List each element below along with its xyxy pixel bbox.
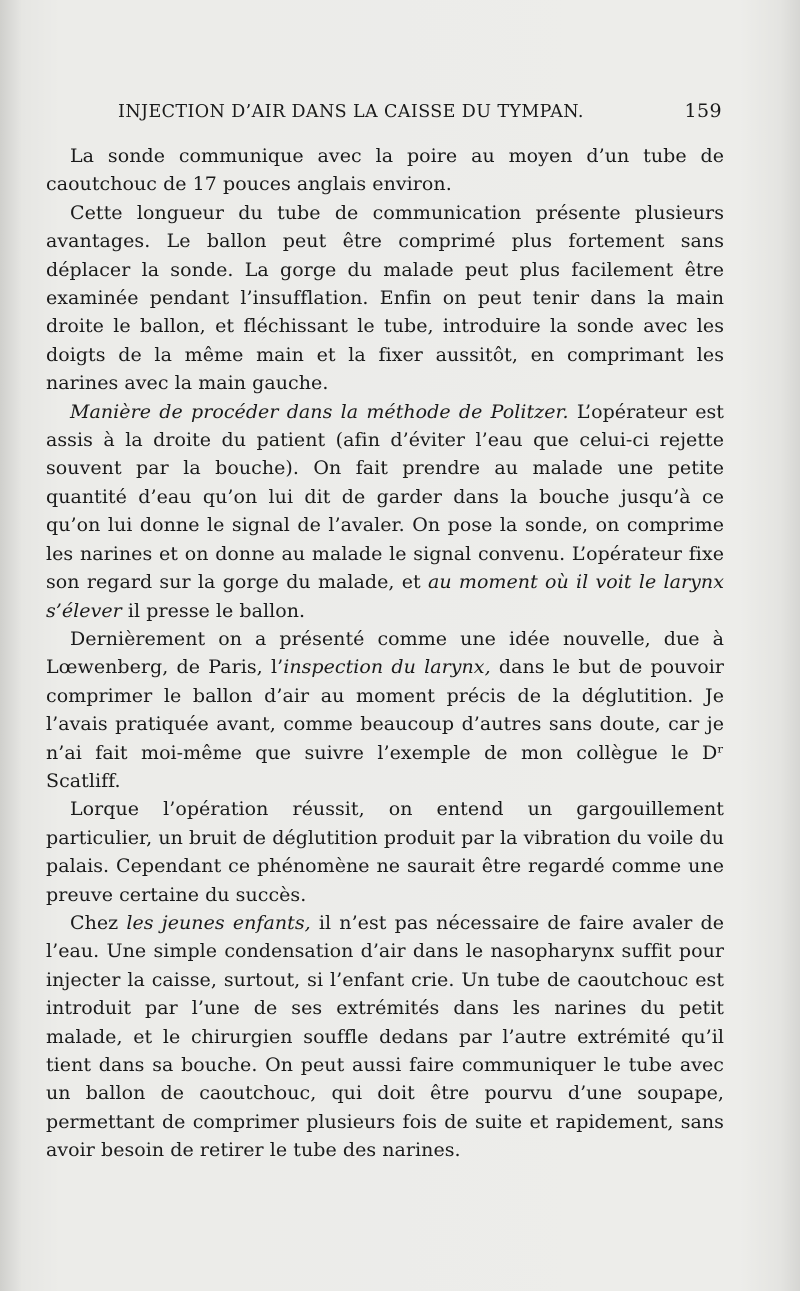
italic-phrase: inspection du larynx, xyxy=(283,656,491,679)
paragraph-4-text-a: Dernièrement on a présenté comme une idée nouvelle, due à Lœwenberg, de Paris, l’ xyxy=(46,627,724,679)
italic-heading: Manière de procéder dans la méthode de Politzer. xyxy=(70,400,569,423)
paragraph-1: La sonde communique avec la poire au moyen d’un tube de caoutchouc de 17 pouces anglais environ. xyxy=(46,145,724,196)
italic-phrase: les jeunes enfants, xyxy=(126,911,311,934)
page-number: 159 xyxy=(684,100,722,122)
page-content xyxy=(46,100,724,1165)
paragraph-6 xyxy=(46,909,724,1165)
paragraph-6-text-b: il n’est pas nécessaire de faire avaler de l’eau. Une simple condensation d’air dans le nasopharynx suffit pour injecter la caisse, surtout, si l’enfant crie. Un tube de caoutchouc est introduit par l’une de ses extrémités dans les narines du petit malade, et le chirurgien souffle dedans par l’autre extrémité qu’il tient dans sa bouche. On peut aussi faire communiquer le tube avec un ballon de caoutchouc, qui doit être pourvu d’une soupape, permettant de comprimer plusieurs fois de suite et rapidement, sans avoir besoin de retirer le tube des narines. xyxy=(46,911,724,1162)
italic-phrase: au moment où il voit le larynx s’élever xyxy=(46,571,724,622)
paragraph-6-text-a: Chez xyxy=(70,911,127,934)
running-title: INJECTION D’AIR DANS LA CAISSE DU TYMPAN. xyxy=(118,102,584,122)
paragraph-3-text-a: L’opérateur est assis à la droite du patient (afin d’éviter l’eau que celui-ci rejette souvent par la bouche). On fait prendre au malade une petite quantité d’eau qu’on lui dit de garder dans la bouche jusqu’à ce qu’on lui donne le signal de l’avaler. On pose la sonde, on comprime les narines et on donne au malade le signal convenu. L’opérateur fixe son regard sur la gorge du malade, et xyxy=(46,400,724,594)
paragraph-3 xyxy=(46,398,724,625)
body-text xyxy=(46,142,724,1165)
running-head xyxy=(46,100,724,142)
paragraph-3-text-b: il presse le ballon. xyxy=(121,599,306,622)
paragraph-2: Cette longueur du tube de communication présente plusieurs avantages. Le ballon peut être comprimé plus fortement sans déplacer la sonde. La gorge du malade peut plus facilement être examinée pendant l’insufflation. Enfin on peut tenir dans la main droite le ballon, et fléchissant le tube, introduire la sonde avec les doigts de la même main et la fixer aussitôt, en comprimant les narines avec la main gauche. xyxy=(46,201,724,395)
paragraph-4 xyxy=(46,625,724,795)
paragraph-5: Lorque l’opération réussit, on entend un gargouillement particulier, un bruit de déglutition produit par la vibration du voile du palais. Cependant ce phénomène ne saurait être regardé comme une preuve certaine du succès. xyxy=(46,798,724,906)
paragraph-4-text-b: dans le but de pouvoir comprimer le ballon d’air au moment précis de la déglutition. Je l’avais pratiquée avant, comme beaucoup d’autres sans doute, car je n’ai fait moi-même que suivre l’exemple de mon collègue le Dʳ Scatliff. xyxy=(46,656,724,792)
